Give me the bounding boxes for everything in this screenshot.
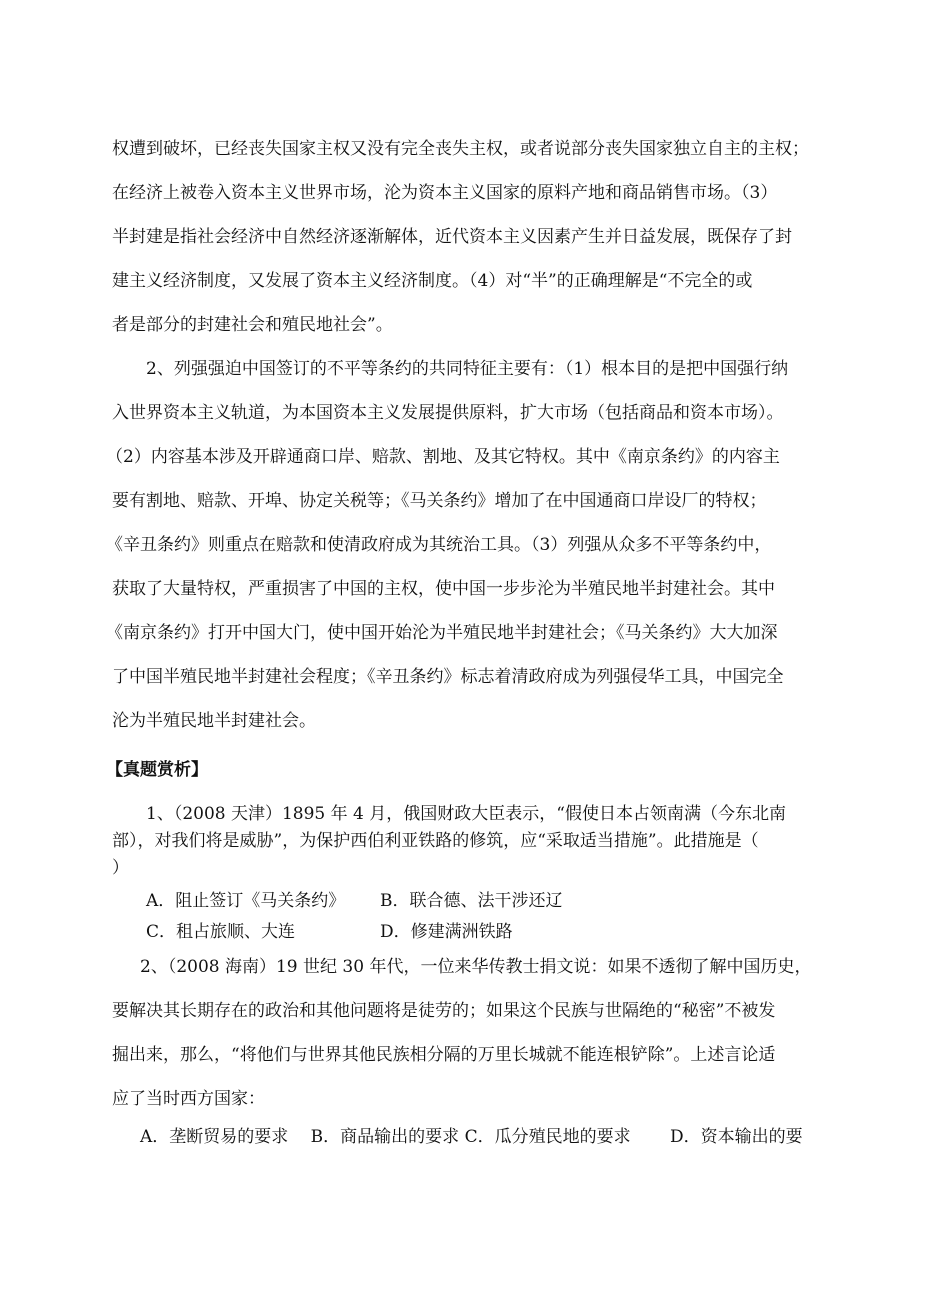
option-b: B．联合德、法干涉还辽 xyxy=(380,891,563,911)
paragraph-line: 了中国半殖民地半封建社会程度；《辛丑条约》标志着清政府成为列强侵华工具，中国完全 xyxy=(112,667,784,687)
option-d: D．修建满洲铁路 xyxy=(380,922,513,942)
question-line: 2、（2008 海南）19 世纪 30 年代，一位来华传教士捐文说：如果不透彻了解中国历史， xyxy=(140,957,812,977)
paragraph-line: 获取了大量特权，严重损害了中国的主权，使中国一步步沦为半殖民地半封建社会。其中 xyxy=(112,579,775,599)
option-a: A．阻止签订《马关条约》 xyxy=(146,891,346,911)
question-line: ） xyxy=(112,858,129,878)
paragraph-line: 建主义经济制度，又发展了资本主义经济制度。（4）对“半”的正确理解是“不完全的或 xyxy=(112,271,753,291)
question-line: 1、（2008 天津）1895 年 4 月，俄国财政大臣表示，“假使日本占领南满（今东北南 xyxy=(146,804,786,824)
paragraph-line: 沦为半殖民地半封建社会。 xyxy=(112,711,316,731)
paragraph-line: 权遭到破坏，已经丧失国家主权又没有完全丧失主权，或者说部分丧失国家独立自主的主权； xyxy=(112,139,809,159)
question-line: 应了当时西方国家： xyxy=(112,1089,265,1109)
option-c: C．租占旅顺、大连 xyxy=(146,922,296,942)
paragraph-line: 半封建是指社会经济中自然经济逐渐解体，近代资本主义因素产生并日益发展，既保存了封 xyxy=(112,227,792,247)
paragraph-line: 《南京条约》打开中国大门，使中国开始沦为半殖民地半封建社会；《马关条约》大大加深 xyxy=(106,623,778,643)
question-line: 部），对我们将是威胁”，为保护西伯利亚铁路的修筑，应“采取适当措施”。此措施是（ xyxy=(112,831,759,851)
question-line: 要解决其长期存在的政治和其他问题将是徒劳的；如果这个民族与世隔绝的“秘密”不被发 xyxy=(112,1001,776,1021)
paragraph-line: 《辛丑条约》则重点在赔款和使清政府成为其统治工具。（3）列强从众多不平等条约中， xyxy=(106,535,772,555)
paragraph-line: 2、列强强迫中国签订的不平等条约的共同特征主要有：（1）根本目的是把中国强行纳 xyxy=(146,359,789,379)
paragraph-line: 要有割地、赔款、开埠、协定关税等；《马关条约》增加了在中国通商口岸设厂的特权； xyxy=(112,491,767,511)
options-line: A．垄断贸易的要求 B．商品输出的要求 C．瓜分殖民地的要求 D．资本输出的要 xyxy=(140,1127,803,1147)
paragraph-line: 在经济上被卷入资本主义世界市场，沦为资本主义国家的原料产地和商品销售市场。（3） xyxy=(112,183,778,203)
paragraph-line: （2）内容基本涉及开辟通商口岸、赔款、割地、及其它特权。其中《南京条约》的内容主 xyxy=(106,447,780,467)
paragraph-line: 者是部分的封建社会和殖民地社会”。 xyxy=(112,315,393,335)
question-line: 掘出来，那么，“将他们与世界其他民族相分隔的万里长城就不能连根铲除”。上述言论适 xyxy=(112,1045,776,1065)
section-heading: 【真题赏析】 xyxy=(106,760,208,780)
paragraph-line: 入世界资本主义轨道，为本国资本主义发展提供原料，扩大市场（包括商品和资本市场）。 xyxy=(112,403,784,423)
